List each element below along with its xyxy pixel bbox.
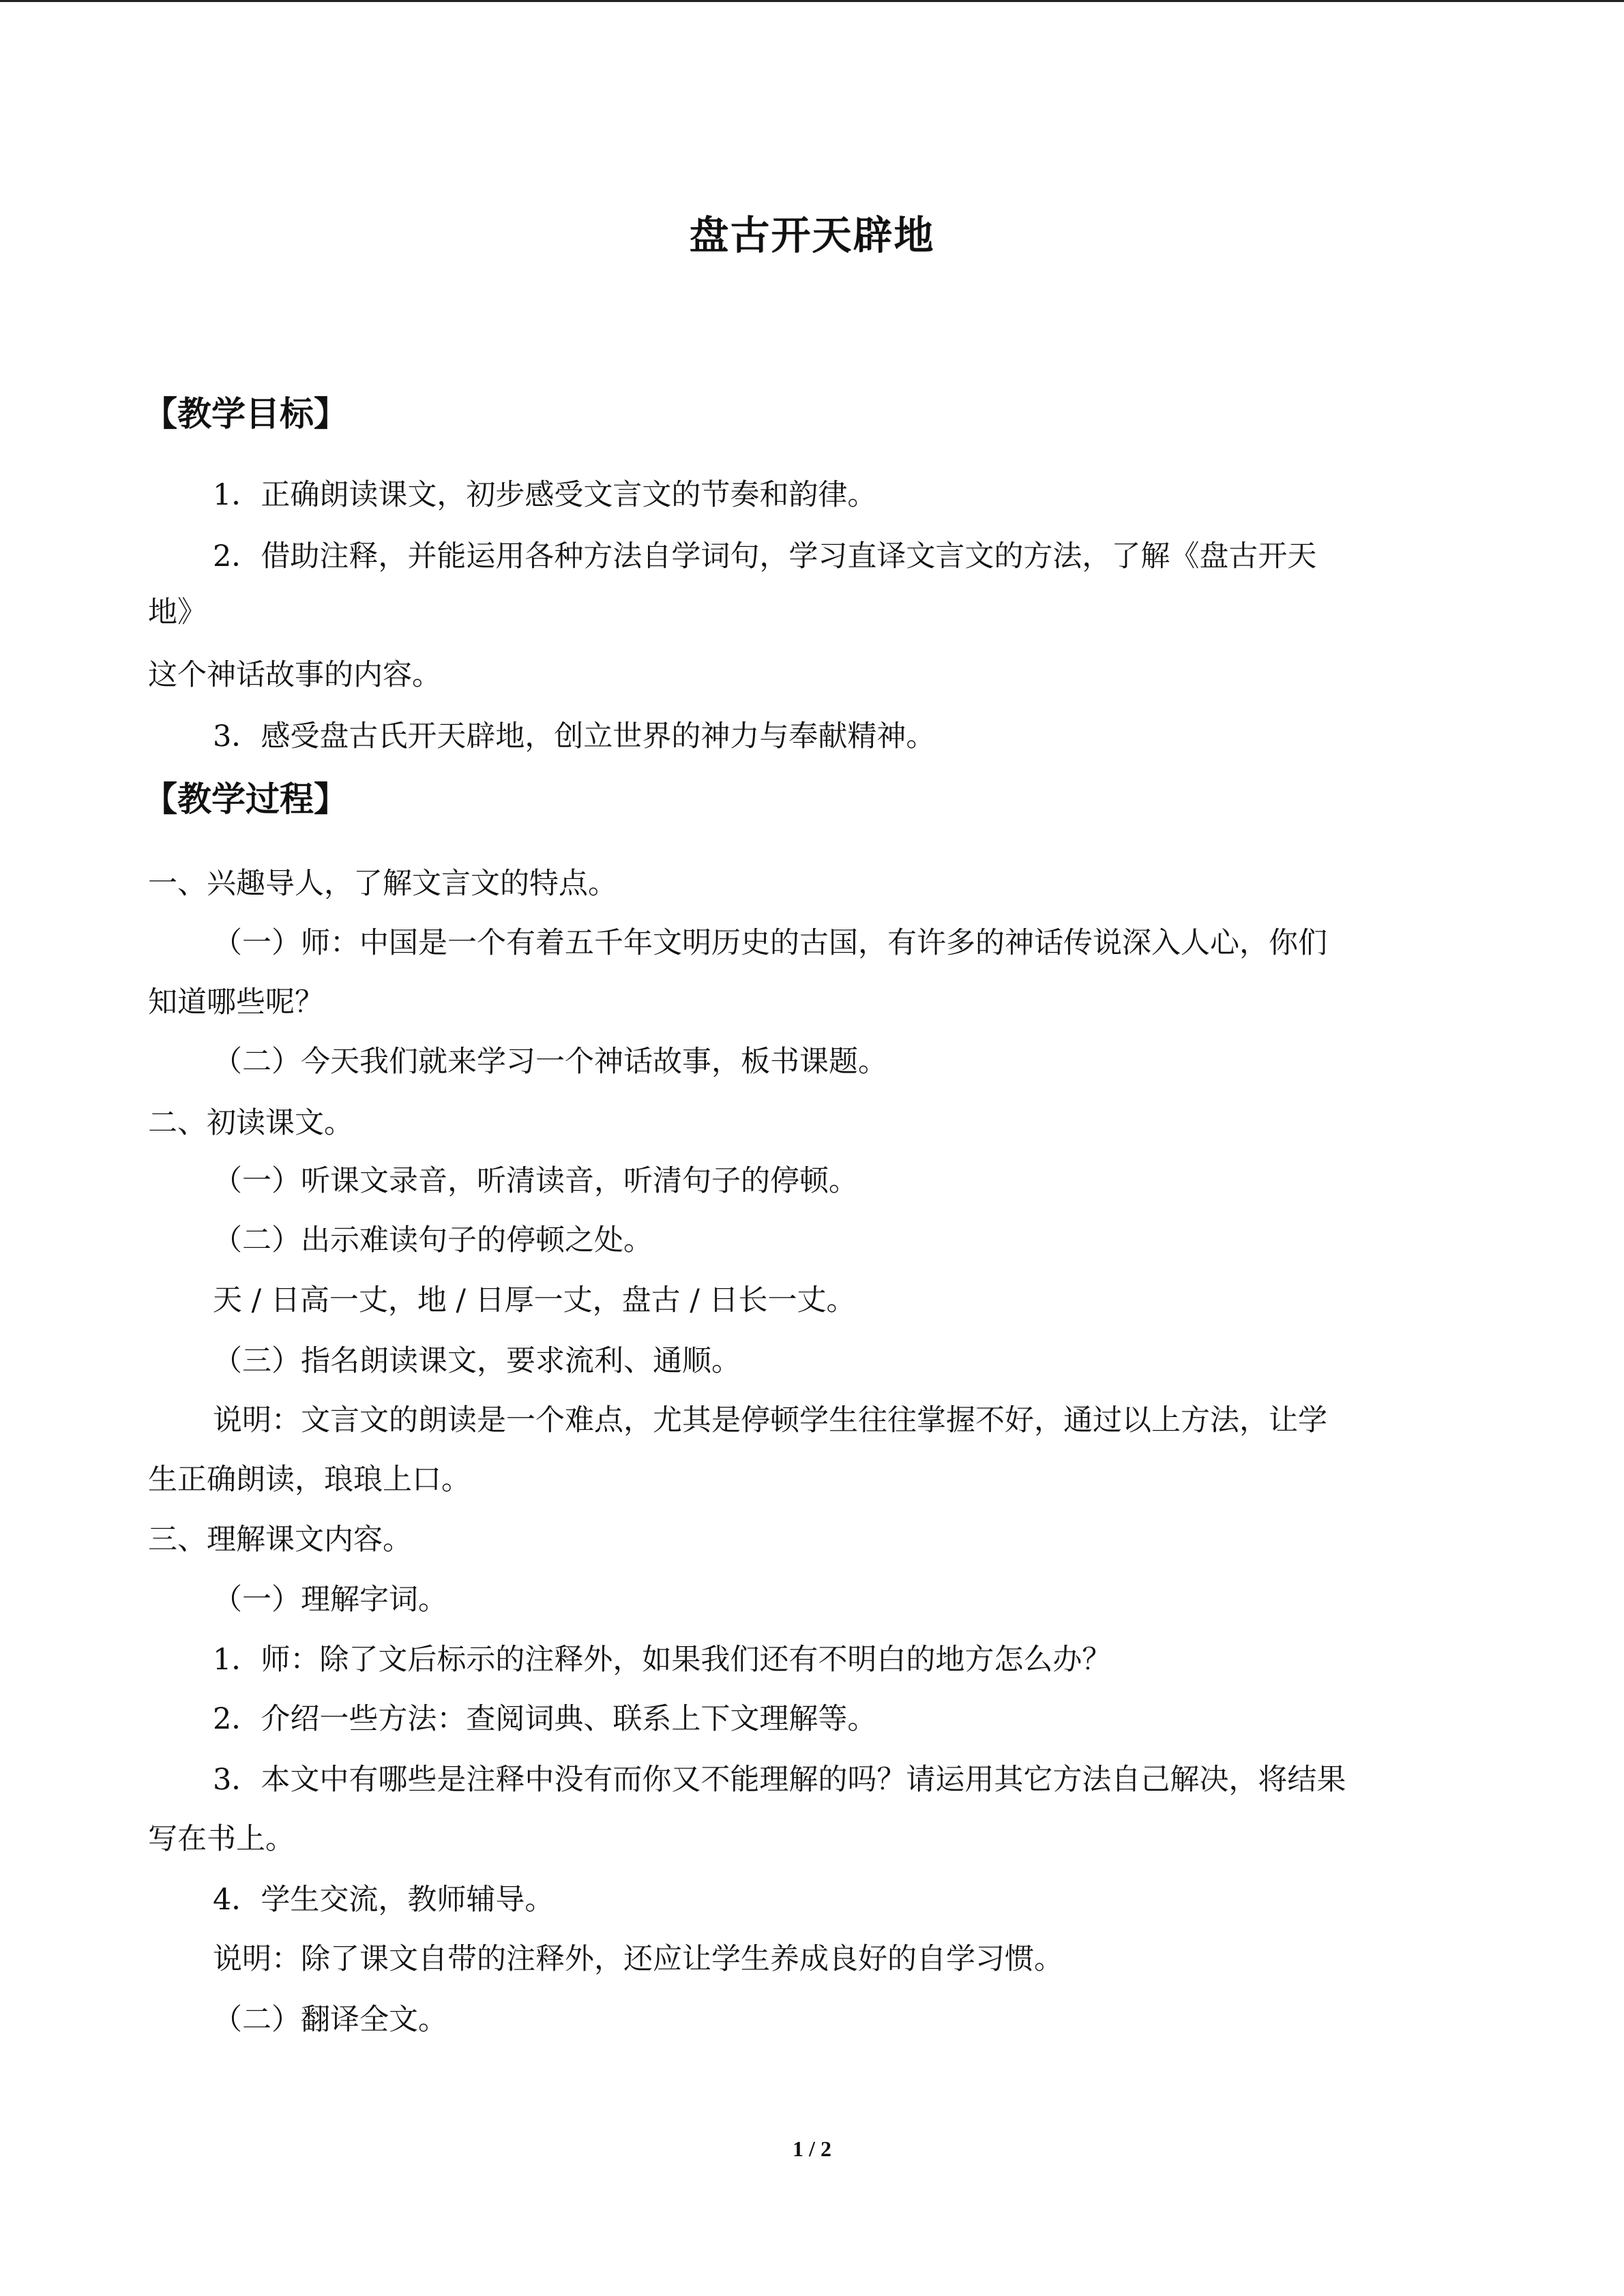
process-line: 说明：文言文的朗读是一个难点，尤其是停顿学生往往掌握不好，通过以上方法，让学 [213, 1403, 1327, 1437]
page-title: 盘古开天辟地 [689, 212, 935, 258]
goal-line: 地》 [148, 595, 207, 629]
page-number: 1 / 2 [793, 2136, 831, 2161]
goal-line: 2．借助注释，并能运用各种方法自学词句，学习直译文言文的方法，了解《盘古开天 [213, 539, 1317, 573]
goal-line: 1．正确朗读课文，初步感受文言文的节奏和韵律。 [213, 478, 877, 512]
section-heading-teaching-goals: 【教学目标】 [143, 394, 348, 434]
process-line: （一）理解字词。 [213, 1583, 447, 1617]
process-line: 写在书上。 [148, 1822, 295, 1856]
section-heading-teaching-process: 【教学过程】 [143, 779, 348, 819]
process-line: 二、初读课文。 [148, 1106, 353, 1140]
process-line: （一）师：中国是一个有着五千年文明历史的古国，有许多的神话传说深入人心，你们 [213, 926, 1327, 960]
process-line: （二）今天我们就来学习一个神话故事，板书课题。 [213, 1045, 887, 1079]
process-line: 知道哪些呢？ [148, 985, 324, 1019]
process-line: （二）出示难读句子的停顿之处。 [213, 1223, 653, 1257]
goal-line: 这个神话故事的内容。 [148, 658, 441, 692]
process-line: （二）翻译全文。 [213, 2003, 447, 2037]
process-line: 说明：除了课文自带的注释外，还应让学生养成良好的自学习惯。 [213, 1942, 1063, 1976]
process-line: 生正确朗读，琅琅上口。 [148, 1463, 471, 1497]
process-line: 4．学生交流，教师辅导。 [213, 1883, 555, 1917]
process-line: 三、理解课文内容。 [148, 1523, 412, 1557]
process-line: 2．介绍一些方法：查阅词典、联系上下文理解等。 [213, 1702, 877, 1736]
page-top-border [0, 0, 1624, 2]
process-line: （一）听课文录音，听清读音，听清句子的停顿。 [213, 1164, 858, 1198]
process-line: 天 / 日高一丈，地 / 日厚一丈，盘古 / 日长一丈。 [213, 1283, 856, 1317]
goal-line: 3．感受盘古氏开天辟地，创立世界的神力与奉献精神。 [213, 719, 936, 754]
process-line: 3．本文中有哪些是注释中没有而你又不能理解的吗？请运用其它方法自己解决，将结果 [213, 1763, 1346, 1797]
process-line: （三）指名朗读课文，要求流利、通顺。 [213, 1344, 741, 1378]
process-line: 一、兴趣导人，了解文言文的特点。 [148, 867, 617, 901]
process-line: 1．师：除了文后标示的注释外，如果我们还有不明白的地方怎么办？ [213, 1643, 1112, 1677]
